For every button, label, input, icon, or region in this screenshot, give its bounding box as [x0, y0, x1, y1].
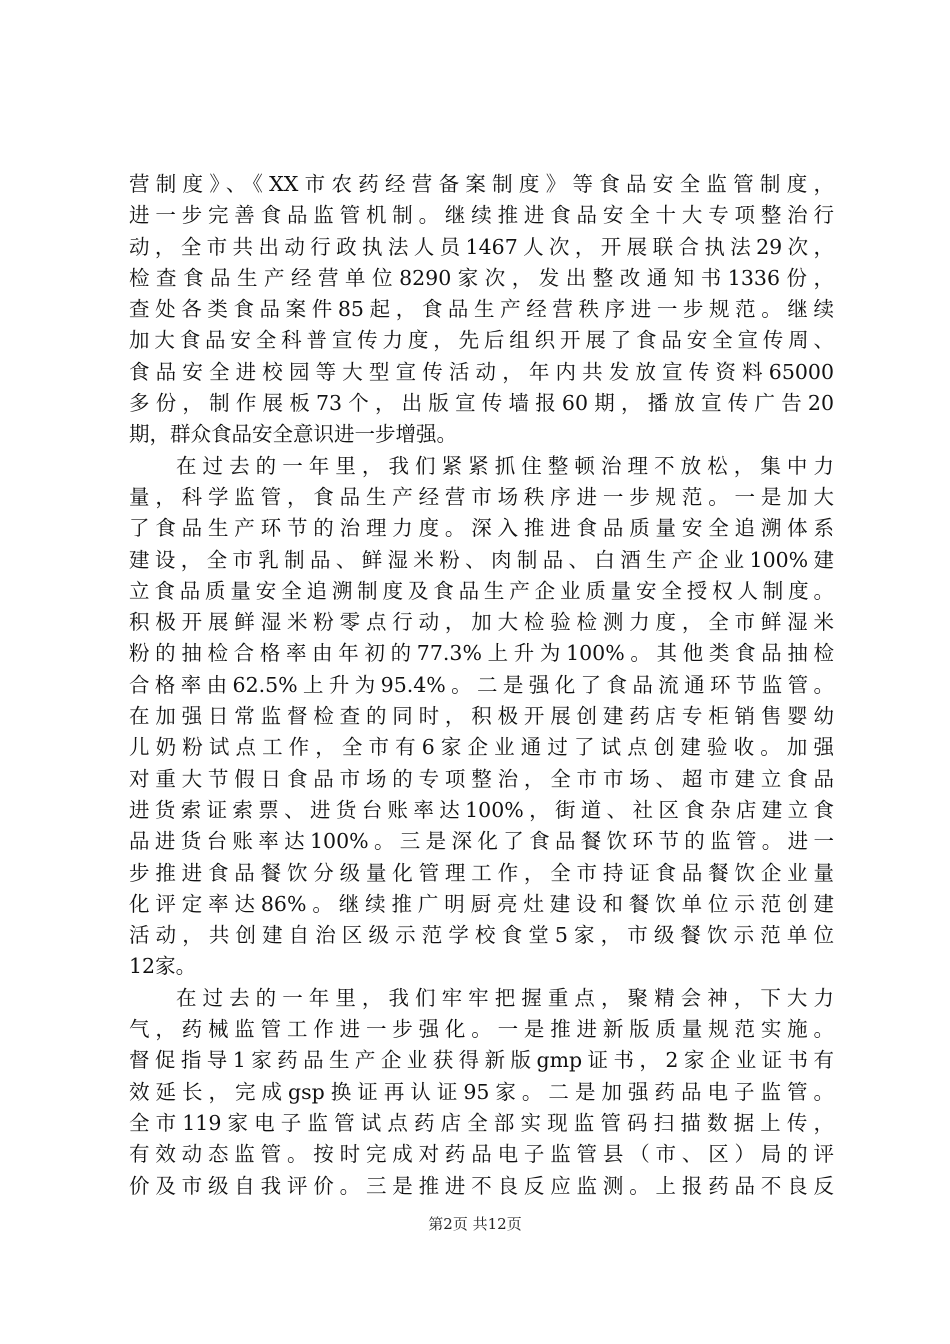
text-line: 儿奶粉试点工作，全市有6家企业通过了试点创建验收。加强 — [129, 735, 834, 760]
text-line: 检查食品生产经营单位8290家次，发出整改通知书1336份， — [129, 265, 834, 290]
text-line: 在过去的一年里，我们紧紧抓住整顿治理不放松，集中力 — [176, 453, 834, 478]
text-line: 进货索证索票、进货台账率达100%，街道、社区食杂店建立食 — [129, 797, 834, 822]
text-line: 多份，制作展板73个，出版宣传墙报60期，播放宣传广告20 — [129, 391, 834, 416]
page-footer: 第2页 共12页 — [428, 1215, 522, 1233]
text-line: 在加强日常监督检查的同时，积极开展创建药店专柜销售婴幼 — [129, 704, 834, 729]
text-line: 价及市级自我评价。三是推进不良反应监测。上报药品不良反 — [129, 1173, 834, 1198]
text-line: 气，药械监管工作进一步强化。一是推进新版质量规范实施。 — [129, 1017, 834, 1042]
text-line: 活动，共创建自治区级示范学校食堂5家，市级餐饮示范单位 — [129, 923, 834, 948]
text-line: 加大食品安全科普宣传力度，先后组织开展了食品安全宣传周、 — [129, 328, 834, 353]
text-line: 有效动态监管。按时完成对药品电子监管县（市、区）局的评 — [129, 1142, 834, 1167]
text-line: 督促指导1家药品生产企业获得新版gmp证书，2家企业证书有 — [129, 1048, 834, 1073]
text-line: 在过去的一年里，我们牢牢把握重点，聚精会神，下大力 — [176, 985, 834, 1010]
text-line: 营制度》、《XX市农药经营备案制度》等食品安全监管制度， — [129, 172, 834, 196]
text-line: 品进货台账率达100%。三是深化了食品餐饮环节的监管。进一 — [129, 829, 834, 854]
text-line: 食品安全进校园等大型宣传活动，年内共发放宣传资料65000 — [129, 359, 834, 384]
text-line: 效延长，完成gsp换证再认证95家。二是加强药品电子监管。 — [129, 1079, 834, 1104]
text-line: 合格率由62.5%上升为95.4%。二是强化了食品流通环节监管。 — [129, 672, 834, 697]
text-line: 进一步完善食品监管机制。继续推进食品安全十大专项整治行 — [129, 203, 834, 228]
text-line: 立食品质量安全追溯制度及食品生产企业质量安全授权人制度。 — [129, 578, 834, 603]
text-line: 查处各类食品案件85起，食品生产经营秩序进一步规范。继续 — [129, 297, 834, 322]
body-text — [129, 169, 834, 1202]
text-line: 全市119家电子监管试点药店全部实现监管码扫描数据上传， — [129, 1110, 834, 1135]
text-line: 粉的抽检合格率由年初的77.3%上升为100%。其他类食品抽检 — [129, 641, 834, 666]
text-line: 12家。 — [129, 954, 197, 979]
text-line: 化评定率达86%。继续推广明厨亮灶建设和餐饮单位示范创建 — [129, 891, 834, 916]
text-line: 建设，全市乳制品、鲜湿米粉、肉制品、白酒生产企业100%建 — [129, 547, 834, 572]
text-line: 了食品生产环节的治理力度。深入推进食品质量安全追溯体系 — [129, 516, 834, 541]
text-line: 步推进食品餐饮分级量化管理工作，全市持证食品餐饮企业量 — [129, 860, 834, 885]
text-line: 动，全市共出动行政执法人员1467人次，开展联合执法29次， — [129, 234, 834, 259]
text-line: 积极开展鲜湿米粉零点行动，加大检验检测力度，全市鲜湿米 — [129, 610, 834, 635]
text-line: 对重大节假日食品市场的专项整治，全市市场、超市建立食品 — [129, 766, 834, 791]
text-line: 期，群众食品安全意识进一步增强。 — [129, 422, 457, 447]
text-line: 量，科学监管，食品生产经营市场秩序进一步规范。一是加大 — [129, 484, 834, 509]
